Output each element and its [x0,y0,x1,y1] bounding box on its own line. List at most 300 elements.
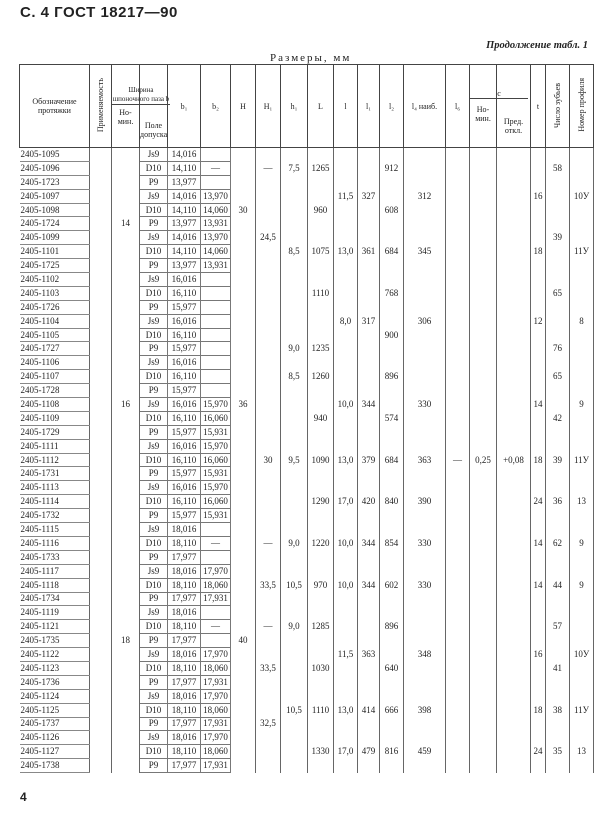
cell-prof [570,328,594,342]
table-row [20,425,594,439]
table-row [20,759,594,773]
cell-cd [497,148,531,162]
cell-teeth: 36 [546,495,570,509]
cell-L [308,231,334,245]
cell-l6 [446,745,470,759]
cell-H1: 24,5 [256,231,281,245]
cell-H1 [256,523,281,537]
cell-L [308,564,334,578]
cell-l1 [358,759,380,773]
cell-teeth [546,259,570,273]
cell-nom [112,231,140,245]
cell-teeth [546,425,570,439]
cell-l2 [380,509,404,523]
cell-d: 2405-1729 [20,425,90,439]
cell-t [531,328,546,342]
cell-app [90,273,112,287]
cell-t: 18 [531,453,546,467]
cell-l4 [404,759,446,773]
cell-teeth [546,300,570,314]
cell-b2 [201,342,231,356]
cell-prof [570,634,594,648]
cell-H [231,564,256,578]
cell-app [90,203,112,217]
cell-l [334,286,358,300]
cell-b2: 15,970 [201,439,231,453]
cell-nom [112,356,140,370]
cell-l4 [404,259,446,273]
cell-cd [497,356,531,370]
cell-tol: D10 [140,370,168,384]
cell-cd [497,286,531,300]
cell-t [531,675,546,689]
cell-h1: 9,0 [281,620,308,634]
cell-l [334,217,358,231]
cell-l1 [358,217,380,231]
cell-h1 [281,384,308,398]
cell-l6 [446,217,470,231]
cell-nom [112,509,140,523]
cell-l [334,411,358,425]
cell-H1 [256,411,281,425]
cell-b1: 17,977 [168,550,201,564]
cell-H1 [256,759,281,773]
cell-b1: 18,110 [168,661,201,675]
cell-l [334,328,358,342]
cell-l2 [380,356,404,370]
cell-l2: 896 [380,620,404,634]
cell-cn [470,148,497,162]
cell-teeth [546,731,570,745]
cell-l1 [358,259,380,273]
cell-tol: D10 [140,203,168,217]
table-row [20,398,594,412]
cell-H [231,717,256,731]
cell-b2: 13,970 [201,189,231,203]
cell-cn [470,717,497,731]
cell-b2 [201,370,231,384]
cell-prof: 9 [570,578,594,592]
cell-nom [112,148,140,162]
cell-d: 2405-1103 [20,286,90,300]
cell-L [308,481,334,495]
cell-app [90,231,112,245]
cell-b2: 17,970 [201,689,231,703]
cell-cd [497,592,531,606]
cell-l2 [380,314,404,328]
cell-nom [112,342,140,356]
cell-l6 [446,328,470,342]
col-H1: H₁ [256,65,281,148]
cell-l2 [380,481,404,495]
col-l1: l₁ [358,65,380,148]
cell-b1: 16,110 [168,453,201,467]
cell-b1: 16,016 [168,273,201,287]
cell-H [231,439,256,453]
cell-l4 [404,148,446,162]
cell-cd [497,481,531,495]
cell-b2: 17,931 [201,717,231,731]
cell-h1: 9,5 [281,453,308,467]
cell-l4 [404,550,446,564]
cell-l2 [380,717,404,731]
cell-app [90,717,112,731]
cell-prof [570,620,594,634]
cell-l: 10,0 [334,536,358,550]
cell-H [231,148,256,162]
cell-l2 [380,759,404,773]
cell-tol: D10 [140,620,168,634]
table-row [20,175,594,189]
cell-H1 [256,286,281,300]
cell-b1: 16,016 [168,481,201,495]
cell-h1: 10,5 [281,578,308,592]
cell-H1: 33,5 [256,578,281,592]
cell-cd: +0,08 [497,453,531,467]
cell-H1 [256,273,281,287]
table-row [20,661,594,675]
cell-cn [470,273,497,287]
cell-teeth [546,356,570,370]
cell-t: 14 [531,536,546,550]
cell-d: 2405-1738 [20,759,90,773]
table-row [20,648,594,662]
cell-t [531,523,546,537]
cell-teeth [546,481,570,495]
cell-l6 [446,550,470,564]
cell-l1 [358,439,380,453]
cell-tol: P9 [140,675,168,689]
cell-l [334,620,358,634]
cell-nom: 16 [112,398,140,412]
cell-tol: Js9 [140,398,168,412]
col-l6: l₆ [446,65,470,148]
cell-l6 [446,606,470,620]
cell-app [90,453,112,467]
cell-l1 [358,564,380,578]
table-row [20,675,594,689]
cell-app [90,370,112,384]
cell-L: 1330 [308,745,334,759]
cell-app [90,314,112,328]
cell-b2 [201,314,231,328]
cell-h1 [281,606,308,620]
cell-t [531,231,546,245]
cell-cd [497,259,531,273]
cell-l2 [380,273,404,287]
table-row [20,745,594,759]
cell-app [90,342,112,356]
table-row [20,245,594,259]
cell-cn [470,550,497,564]
cell-t [531,384,546,398]
cell-t: 16 [531,648,546,662]
cell-teeth: 38 [546,703,570,717]
cell-cd [497,314,531,328]
cell-L [308,439,334,453]
cell-nom [112,161,140,175]
cell-b2 [201,148,231,162]
cell-l1 [358,231,380,245]
cell-app [90,245,112,259]
cell-d: 2405-1108 [20,398,90,412]
cell-prof [570,606,594,620]
cell-H [231,175,256,189]
cell-cd [497,759,531,773]
cell-nom [112,731,140,745]
cell-nom [112,606,140,620]
cell-t [531,148,546,162]
cell-b1: 16,110 [168,286,201,300]
cell-b1: 14,110 [168,245,201,259]
cell-l [334,370,358,384]
cell-l [334,231,358,245]
table-row [20,314,594,328]
cell-L [308,328,334,342]
cell-prof: 10У [570,189,594,203]
table-row [20,342,594,356]
cell-t [531,411,546,425]
cell-cn [470,314,497,328]
cell-b2: 15,970 [201,481,231,495]
cell-H [231,231,256,245]
cell-tol: P9 [140,550,168,564]
cell-prof [570,342,594,356]
cell-cn [470,648,497,662]
cell-cd [497,231,531,245]
cell-prof [570,717,594,731]
cell-tol: P9 [140,634,168,648]
cell-b1: 18,110 [168,703,201,717]
cell-l6 [446,481,470,495]
cell-h1: 7,5 [281,161,308,175]
cell-L [308,523,334,537]
cell-b2: 13,931 [201,259,231,273]
cell-cd [497,175,531,189]
cell-d: 2405-1114 [20,495,90,509]
cell-l2 [380,675,404,689]
table-row [20,328,594,342]
cell-b2: 17,931 [201,592,231,606]
cell-l4 [404,481,446,495]
cell-h1 [281,189,308,203]
cell-tol: Js9 [140,314,168,328]
cell-nom [112,439,140,453]
cell-cd [497,203,531,217]
cell-b1: 18,016 [168,606,201,620]
cell-l4: 363 [404,453,446,467]
cell-l6 [446,189,470,203]
cell-b1: 17,977 [168,634,201,648]
cell-l2: 602 [380,578,404,592]
cell-teeth [546,634,570,648]
cell-l [334,384,358,398]
cell-prof [570,286,594,300]
cell-b1: 18,110 [168,745,201,759]
cell-l2 [380,217,404,231]
cell-l: 13,0 [334,703,358,717]
cell-cd [497,245,531,259]
cell-b1: 18,016 [168,731,201,745]
cell-H [231,467,256,481]
cell-b2 [201,606,231,620]
cell-l: 11,5 [334,189,358,203]
cell-prof [570,203,594,217]
cell-cd [497,342,531,356]
cell-H1 [256,634,281,648]
cell-l2: 912 [380,161,404,175]
cell-teeth: 44 [546,578,570,592]
cell-prof [570,217,594,231]
cell-cd [497,634,531,648]
cell-b1: 16,110 [168,328,201,342]
cell-l [334,356,358,370]
cell-b1: 18,110 [168,620,201,634]
cell-h1 [281,467,308,481]
cell-L [308,314,334,328]
cell-teeth [546,384,570,398]
cell-t [531,161,546,175]
cell-prof: 9 [570,536,594,550]
cell-t [531,342,546,356]
cell-l2: 854 [380,536,404,550]
cell-cd [497,467,531,481]
cell-b2: 17,970 [201,731,231,745]
cell-teeth [546,509,570,523]
cell-t [531,564,546,578]
cell-l6 [446,648,470,662]
cell-l2 [380,731,404,745]
table-row [20,286,594,300]
cell-cn [470,509,497,523]
cell-cd [497,717,531,731]
cell-teeth [546,203,570,217]
cell-nom [112,536,140,550]
cell-d: 2405-1121 [20,620,90,634]
cell-b1: 16,110 [168,495,201,509]
cell-b2 [201,273,231,287]
cell-l4 [404,356,446,370]
cell-nom [112,759,140,773]
cell-H1 [256,328,281,342]
cell-teeth [546,648,570,662]
cell-l4 [404,689,446,703]
cell-H1 [256,675,281,689]
cell-l1: 420 [358,495,380,509]
cell-cn [470,217,497,231]
cell-H1 [256,745,281,759]
cell-l1 [358,411,380,425]
cell-b1: 14,016 [168,189,201,203]
cell-app [90,189,112,203]
cell-l4 [404,439,446,453]
cell-cn [470,759,497,773]
cell-H [231,384,256,398]
cell-cd [497,550,531,564]
cell-l1 [358,523,380,537]
cell-d: 2405-1737 [20,717,90,731]
cell-teeth [546,439,570,453]
cell-app [90,467,112,481]
cell-app [90,523,112,537]
cell-nom [112,328,140,342]
cell-h1 [281,648,308,662]
cell-d: 2405-1098 [20,203,90,217]
cell-b2: 17,970 [201,564,231,578]
cell-H1 [256,564,281,578]
cell-app [90,286,112,300]
cell-d: 2405-1117 [20,564,90,578]
cell-t [531,370,546,384]
cell-b2 [201,328,231,342]
cell-app [90,759,112,773]
cell-b2 [201,300,231,314]
cell-cd [497,300,531,314]
cell-teeth: 58 [546,161,570,175]
cell-l6 [446,703,470,717]
cell-l1 [358,286,380,300]
cell-l [334,509,358,523]
cell-l6 [446,439,470,453]
cell-app [90,606,112,620]
cell-app [90,161,112,175]
cell-prof [570,592,594,606]
cell-tol: Js9 [140,523,168,537]
cell-b2: — [201,620,231,634]
cell-l2 [380,175,404,189]
cell-b1: 16,016 [168,356,201,370]
cell-l2: 684 [380,245,404,259]
cell-b1: 16,016 [168,439,201,453]
cell-H1 [256,148,281,162]
cell-H [231,592,256,606]
cell-cn [470,411,497,425]
cell-b2: 16,060 [201,453,231,467]
cell-t: 18 [531,703,546,717]
cell-b2 [201,523,231,537]
cell-l2 [380,550,404,564]
cell-l2 [380,439,404,453]
cell-app [90,620,112,634]
cell-l4 [404,328,446,342]
cell-tol: Js9 [140,606,168,620]
cell-l4 [404,175,446,189]
table-row [20,606,594,620]
cell-L: 1030 [308,661,334,675]
cell-l6 [446,370,470,384]
cell-H1 [256,703,281,717]
cell-t [531,606,546,620]
cell-t [531,467,546,481]
cell-b1: 13,977 [168,217,201,231]
cell-b1: 15,977 [168,342,201,356]
cell-b1: 13,977 [168,175,201,189]
cell-nom [112,189,140,203]
cell-H1 [256,606,281,620]
cell-l1 [358,328,380,342]
cell-d: 2405-1107 [20,370,90,384]
cell-cd [497,217,531,231]
table-row [20,592,594,606]
cell-b2: 17,970 [201,648,231,662]
cell-l1 [358,384,380,398]
table-row [20,370,594,384]
cell-h1 [281,203,308,217]
cell-l4: 459 [404,745,446,759]
cell-H [231,731,256,745]
cell-b1: 18,016 [168,564,201,578]
cell-nom [112,578,140,592]
